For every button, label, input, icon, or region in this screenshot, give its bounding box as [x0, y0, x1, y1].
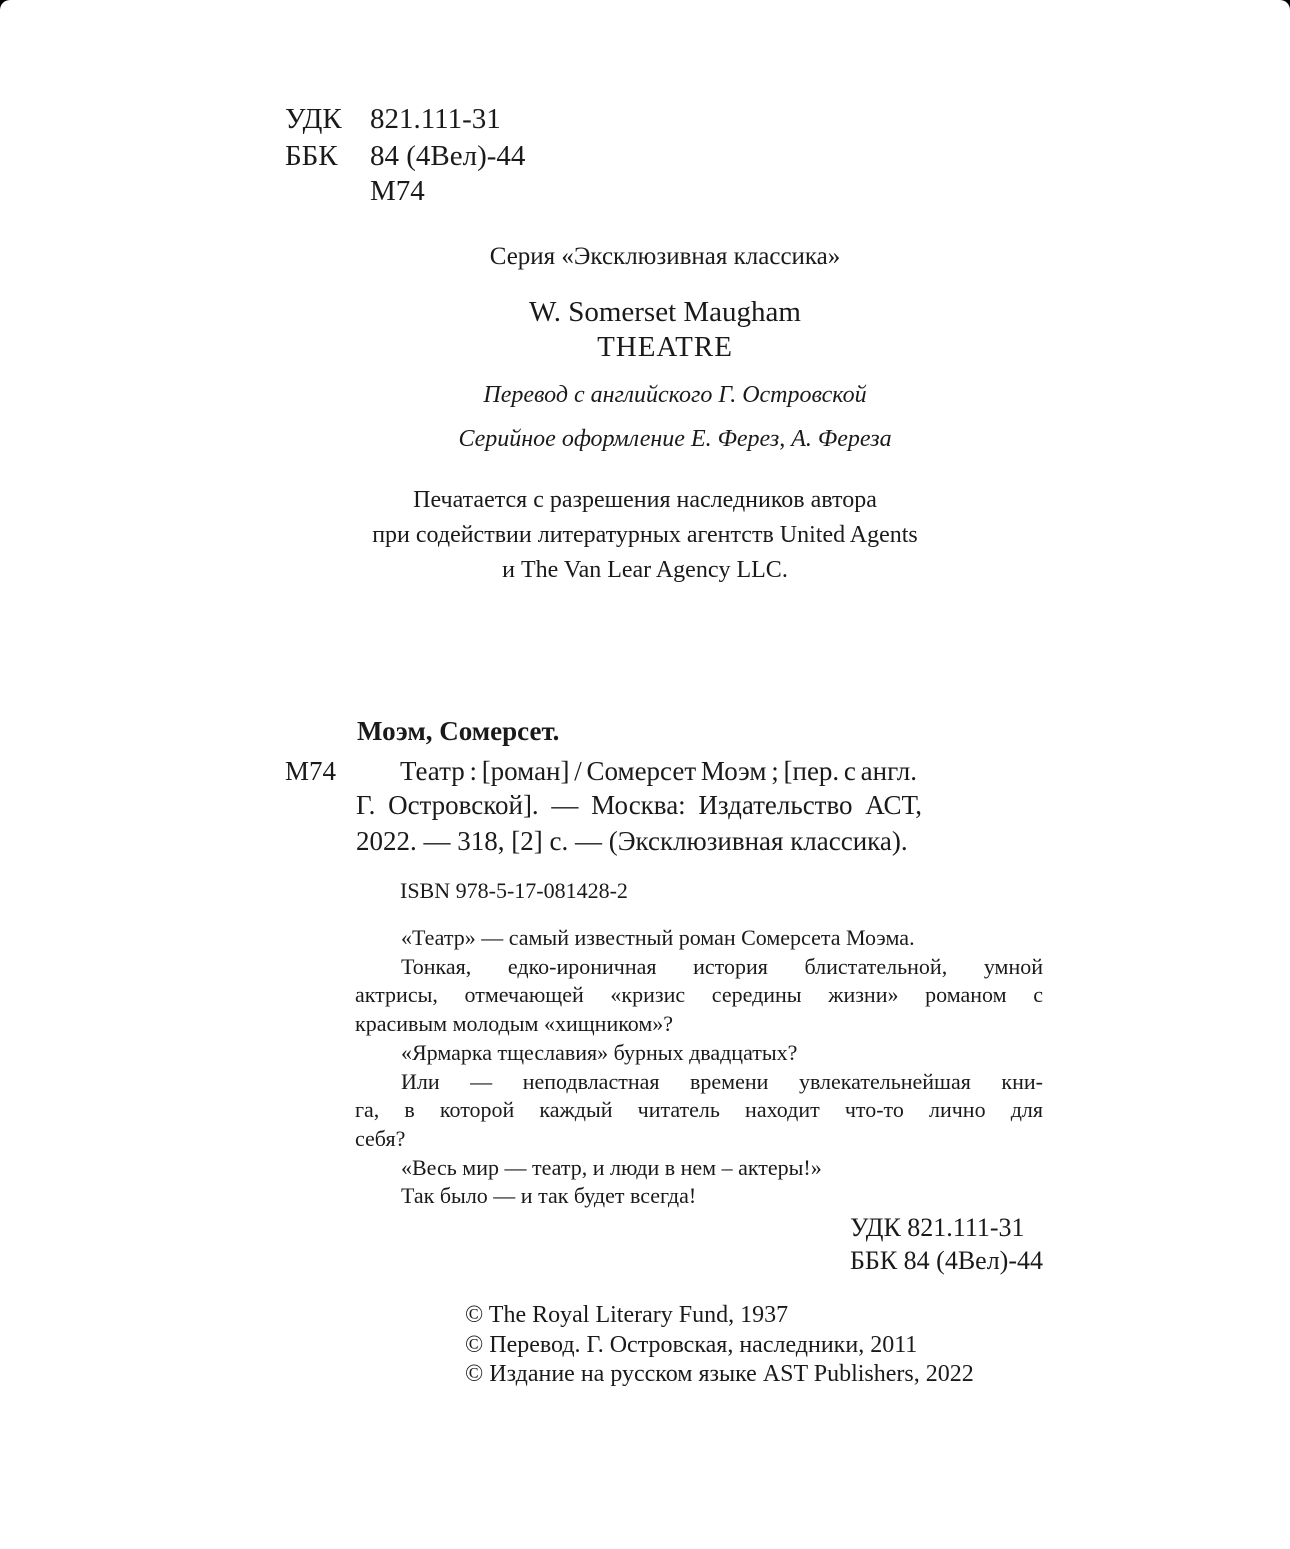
annotation-line: себя? [355, 1125, 406, 1151]
catalog-mark: М74 [285, 756, 337, 786]
permission-line: при содействии литературных агентств United Agents [372, 522, 918, 548]
classification-codes [850, 1211, 1043, 1277]
copyright-line: © Перевод. Г. Островская, наследники, 2011 [465, 1331, 918, 1358]
annotation-line: Или — неподвластная времени увлекательнейшая кни- [401, 1068, 1043, 1094]
copyright-line: © The Royal Literary Fund, 1937 [465, 1302, 789, 1328]
catalog-author-heading: Моэм, Сомерсет. [357, 716, 560, 746]
original-author: W. Somerset Maugham [529, 296, 801, 328]
catalog-line: Г. Островской]. — Москва: Издательство АСТ, [356, 790, 922, 820]
permission-line: и The Van Lear Agency LLC. [502, 557, 788, 583]
udk-value: 821.111-31 [370, 103, 501, 135]
original-title: THEATRE [597, 331, 733, 363]
copyright-block [465, 1301, 974, 1390]
udk-label: УДК [285, 103, 342, 135]
bbk-code: ББК 84 (4Вел)-44 [849, 1246, 1043, 1275]
udk-code: УДК 821.111-31 [849, 1213, 1025, 1242]
annotation-line: красивым молодым «хищником»? [355, 1011, 674, 1037]
annotation-line: га, в которой каждый читатель находит что-то лично для [355, 1097, 1043, 1123]
bbk-label: ББК [285, 140, 338, 172]
annotation-paragraph: «Ярмарка тщеславия» бурных двадцатых? [401, 1039, 798, 1065]
annotation-paragraph: Так было — и так будет всегда! [401, 1183, 697, 1209]
annotation-line: Тонкая, едко-ироничная история блистательной, умной [401, 953, 1043, 979]
annotation-line: актрисы, отмечающей «кризис середины жизни» романом с [355, 982, 1043, 1008]
translation-credit: Перевод с английского Г. Островской [483, 382, 867, 408]
annotation-paragraph: «Весь мир — театр, и люди в нем – актеры!» [401, 1154, 822, 1180]
author-mark: М74 [370, 175, 425, 207]
design-credit: Серийное оформление Е. Ферез, А. Фереза [458, 426, 892, 452]
catalog-line: Театр : [роман] / Сомерсет Моэм ; [пер. с англ. [400, 756, 918, 786]
series-text: Серия «Эксклюзивная классика» [489, 243, 841, 270]
copyright-line: © Издание на русском языке AST Publishers, 2022 [465, 1361, 974, 1387]
catalog-line: 2022. — 318, [2] с. — (Эксклюзивная классика). [356, 826, 908, 856]
isbn: ISBN 978-5-17-081428-2 [400, 878, 628, 903]
permission-line: Печатается с разрешения наследников автора [413, 487, 877, 513]
annotation [355, 924, 1043, 1211]
permission-notice [0, 483, 1290, 588]
bbk-value: 84 (4Вел)-44 [370, 140, 526, 172]
annotation-paragraph: «Театр» — самый известный роман Сомерсета Моэма. [401, 925, 915, 950]
series-line [0, 243, 1290, 271]
